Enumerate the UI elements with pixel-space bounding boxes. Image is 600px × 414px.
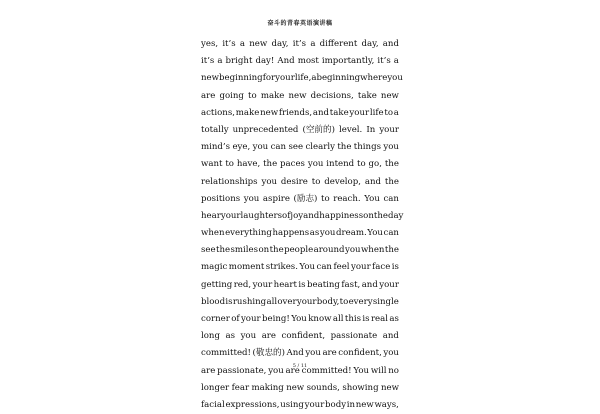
text-line: blood is rushing all over your body, to every single [201, 296, 399, 307]
body-text [201, 36, 404, 414]
text-line: are going to make new decisions, take new [201, 90, 399, 101]
text-line: want to have, the paces you intend to go, the [201, 159, 399, 170]
text-line: totally unprecedented (空前的) level. In your [201, 124, 399, 135]
text-line: committed! (敬忠的) And you are confident, you [201, 348, 399, 359]
text-line: actions, make new friends, and take your life to a [201, 107, 399, 118]
text-line: long as you are confident, passionate and [201, 331, 399, 342]
page-header: 奋斗的青春英语演讲稿 [267, 20, 333, 27]
text-line: facial expressions, using your body in new ways, [201, 399, 399, 410]
text-line: hear your laughters of joy and happiness on the day [201, 210, 404, 221]
text-line: relationships you desire to develop, and the [201, 176, 399, 187]
text-line: getting red, your heart is beating fast, and your [201, 279, 399, 290]
page-number: 5 / 11 [292, 363, 308, 369]
text-line: new beginning for your life, a beginning where you [201, 73, 403, 84]
text-line: mind’s eye, you can see clearly the things you [201, 142, 399, 153]
text-line: longer fear making new sounds, showing new [201, 382, 399, 393]
text-line: see the smiles on the people around you when the [201, 245, 399, 256]
text-line: it’s a bright day! And most importantly, it’s a [201, 56, 399, 67]
text-line: magic moment strikes. You can feel your face is [201, 262, 399, 273]
text-line: corner of your being! You know all this is real as [201, 314, 399, 324]
text-line: positions you aspire (励志) to reach. You can [201, 193, 399, 204]
text-line: are passionate, you are committed! You will no [201, 365, 399, 376]
text-line: yes, it’s a new day, it’s a different day, and [201, 39, 399, 49]
text-line: when everything happens as you dream. You can [201, 228, 399, 239]
